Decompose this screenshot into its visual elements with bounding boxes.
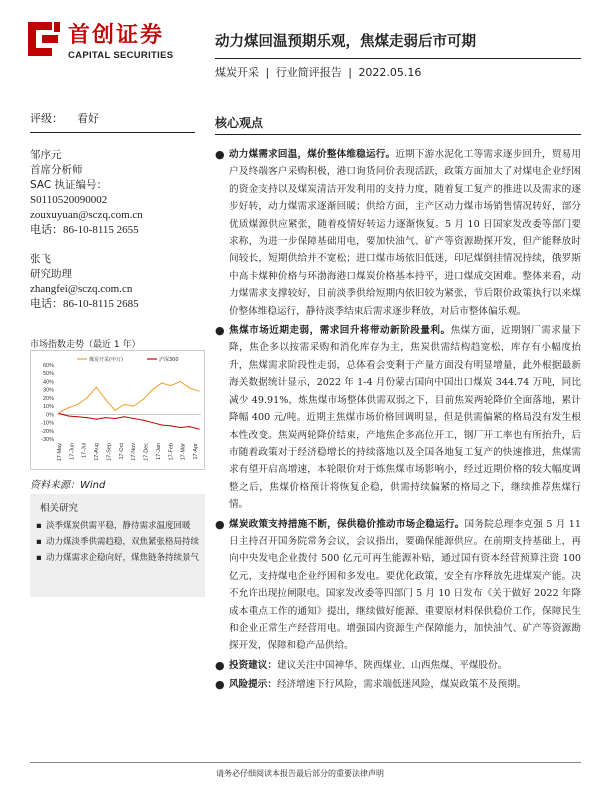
core-paragraph [215, 516, 581, 655]
analyst-role: 首席分析师 [30, 164, 83, 176]
chart-plot [31, 351, 206, 471]
bullet-icon: ● [215, 148, 225, 161]
x-tick-label: 17-Sep [106, 443, 113, 461]
data-point [124, 416, 125, 417]
x-tick-label: 17-Jan [155, 443, 162, 460]
related-research [30, 494, 205, 597]
analyst-cert-label: SAC 执证编号： [30, 179, 108, 191]
data-point [96, 419, 97, 420]
paragraph-text: 经济增速下行风险，需求端低迷风险，煤炭政策不及预期。 [276, 679, 527, 691]
bullet-icon: ● [215, 678, 225, 692]
data-point [124, 404, 125, 405]
data-point [86, 397, 87, 398]
bullet-icon: ▪ [36, 521, 42, 531]
data-point [105, 399, 106, 400]
y-tick-label: -20% [41, 428, 54, 435]
data-point [133, 418, 134, 419]
data-point [142, 399, 143, 400]
y-tick-label: 60% [42, 363, 54, 369]
report-type: 行业简评报告 [275, 66, 342, 79]
data-point [198, 429, 199, 430]
data-point [96, 387, 97, 388]
data-point [180, 381, 181, 382]
data-point [105, 417, 106, 418]
core-paragraph [215, 322, 581, 513]
y-tick-label: 30% [42, 387, 54, 394]
x-tick-label: 17-Jul [81, 443, 88, 458]
y-tick-label: 40% [42, 379, 54, 386]
data-point [170, 385, 171, 386]
analyst-role: 研究助理 [30, 268, 72, 280]
related-item[interactable] [36, 536, 199, 548]
x-tick-label: 17-Feb [168, 443, 175, 461]
left-divider [30, 132, 195, 133]
core-paragraph [215, 676, 581, 693]
related-item-text: 淡季煤炭供需平稳，静待需求温度回暖 [46, 521, 191, 531]
bullet-icon: ▪ [36, 553, 42, 563]
paragraph-lead: 风险提示： [229, 679, 277, 691]
x-tick-label: 17-Aug [94, 443, 101, 461]
x-tick-label: 17-Nov [131, 443, 138, 461]
analyst-email: zouxuyuan@sczq.com.cn [30, 209, 143, 221]
data-point [198, 391, 199, 392]
bullet-icon: ▪ [36, 537, 42, 547]
data-point [77, 404, 78, 405]
core-views-body [215, 146, 581, 696]
related-item-text: 动力煤需求企稳向好，煤焦链条持续景气 [46, 553, 200, 563]
data-point [161, 382, 162, 383]
meta-separator: | [265, 66, 270, 79]
data-point [68, 407, 69, 408]
data-point [189, 387, 190, 388]
paragraph-lead: 动力煤需求回温，煤价整体维稳运行。 [229, 149, 396, 160]
data-point [114, 410, 115, 411]
x-tick-label: 17-Apr [193, 443, 199, 460]
capital-securities-logo-icon [22, 18, 64, 60]
paragraph-text: 建议关注中国神华、陕西煤业、山西焦煤、平煤股份。 [276, 659, 508, 671]
legend-label: 沪深300 [159, 357, 179, 363]
y-tick-label: -10% [41, 420, 54, 427]
logo-english-name: CAPITAL SECURITIES [68, 50, 174, 61]
y-tick-label: -30% [41, 437, 54, 443]
core-paragraph [215, 146, 581, 320]
analyst-phone: 电话：86-10-8115 2655 [30, 224, 139, 236]
related-item[interactable] [36, 520, 199, 532]
legend-label: 煤炭开采(申万) [89, 357, 123, 363]
bullet-icon: ● [215, 517, 225, 531]
x-tick-label: 17-Dec [143, 443, 150, 461]
company-logo [22, 16, 200, 76]
data-point [189, 426, 190, 427]
data-point [114, 418, 115, 419]
bullet-icon: ● [215, 658, 225, 672]
x-tick-label: 17-Oct [118, 443, 125, 460]
series-line [59, 414, 199, 430]
data-point [170, 425, 171, 426]
core-views-title: 核心观点 [215, 116, 264, 130]
paragraph-lead: 投资建议： [229, 659, 277, 671]
data-point [86, 417, 87, 418]
data-point [142, 419, 143, 420]
chart-title: 市场指数走势（最近 1 年） [30, 340, 141, 350]
related-title: 相关研究 [40, 503, 79, 514]
data-source: 资料来源：Wind [30, 480, 106, 491]
paragraph-lead: 焦煤市场近期走弱，需求回升将带动新阶段量利。 [229, 325, 451, 337]
report-date: 2022.05.16 [358, 66, 422, 79]
data-point [180, 427, 181, 428]
header-divider [215, 58, 581, 59]
paragraph-lead: 煤炭政策支持措施不断，保供稳价推动市场企稳运行。 [229, 518, 465, 530]
report-industry: 煤炭开采 [215, 66, 259, 79]
data-point [152, 389, 153, 390]
bullet-icon: ● [215, 324, 225, 338]
core-divider [215, 134, 581, 135]
data-point [152, 422, 153, 423]
analyst-card [30, 148, 200, 238]
y-tick-label: 50% [42, 371, 54, 378]
data-point [133, 406, 134, 407]
data-point [77, 416, 78, 417]
series-line [59, 381, 199, 412]
meta-separator: | [348, 66, 352, 79]
paragraph-text: 国务院总理李克强 5 月 11 日主持召开国务院常务会议，会议指出，要确保能源供应。在前期支持基础上，再向中央发电企业拨付 500 亿元可再生能源补贴，通过国有资本经营预算注资 100 亿元，支持煤电企业纾困和多发电。要优化政策，安全有序释放先进煤炭产能。决不允许出现拉闸限电。国家发改委等四部门 5 月 10 日发布《关于做好 2022 年降成本重点工作的通知》提出，继续做好能源、重要原材料保供稳价工作，保障民生和企业正常生产经营用电。增强国内资源生产保障能力，加快油气、矿产等资源勘探开发，保障和稳产品供给。 [229, 518, 581, 652]
x-tick-label: 17-May [57, 443, 63, 462]
rating-value: 看好 [77, 112, 99, 125]
rating [30, 110, 113, 126]
paragraph-text: 近期下游水泥化工等需求逐步回升，贸易用户及终端客户采购积极，港口询货问价表现活跃，政策方面加大了对煤电企业纾困的资金支持以及煤炭清洁开发利用的支持力度，随着复工复产的推进以及需求的逐步好转，动力煤需求逐渐回暖；供给方面，主产区动力煤市场销售情况转好，部分优质煤源供应紧张，随着疫情好转运力逐渐恢复。5 月 10 日国家发改委等部门要求称，为进一步保障基础用电，要加快油气、矿产等资源勘探开发，但产能释放时间较长，短期供给并不宽松；进口煤市场依旧低迷，印尼煤倒挂情况持续，俄罗斯中高卡煤种价格与环渤海港口煤炭价格基本持平，进口煤成交困难。整体来看，动力煤需求支撑较好，目前淡季供给短期内依旧较为紧张，节后限价政策执行以来煤价整体维稳运行，静待淡季结束后需求逐步释放，对后市整体偏乐观。 [229, 149, 582, 317]
analyst-cert: S0110520090002 [30, 194, 108, 206]
data-point [58, 413, 59, 414]
related-item-text: 动力煤淡季供需趋稳，双焦紧张格局持续 [46, 537, 200, 547]
rating-label: 评级： [30, 112, 63, 125]
analyst-phone: 电话：86-10-8115 2685 [30, 298, 139, 310]
legal-disclaimer: 请务必仔细阅读本报告最后部分的重要法律声明 [216, 769, 384, 778]
analyst-email: zhangfei@sczq.com.cn [30, 283, 133, 295]
data-point [68, 415, 69, 416]
footer-divider [30, 762, 581, 763]
analyst-name: 邹序元 [30, 149, 62, 161]
data-point [161, 424, 162, 425]
core-paragraph [215, 657, 581, 674]
y-tick-label: 0% [46, 412, 54, 419]
related-item[interactable] [36, 552, 199, 564]
market-index-chart [30, 350, 205, 470]
x-tick-label: 17-Mar [180, 443, 187, 461]
y-tick-label: 10% [42, 404, 54, 411]
logo-chinese-name: 首创证券 [68, 23, 165, 48]
y-tick-label: 20% [42, 395, 54, 402]
paragraph-text: 焦煤方面，近期钢厂需求量下降，焦企多以按需采购和消化库存为主，焦炭供需结构趋宽松，库存有小幅度抬升，焦煤需求阶段性走弱，总体看会变剩于产量方面没有明显增量，此外根据最新海关数据统计显示，2022 年 1-4 月份蒙古国向中国出口煤炭 344.74 万吨，同比减少 49.91%，炼焦煤市场整体供需双弱之下，目前焦炭两轮降价全面落地，累计降幅 400 元/吨。近期主焦煤市场价格回调明显，但是供需偏紧的格局没有发生根本性改变。焦炭两轮降价结束，产地焦企多高位开工，钢厂开工率也有所抬升，后市随着政策对于经济稳增长的持续落地以及全国各地复工复产的快速推进，焦煤需求有望开启高增速，本轮限价对于炼焦煤市场影响小，经过近期价格的较大幅度调整之后，焦煤价格预计将恢复企稳，供需持续偏紧的格局之下，继续推荐焦煤行情。 [229, 325, 582, 511]
report-title: 动力煤回温预期乐观，焦煤走弱后市可期 [215, 34, 476, 50]
analyst-card [30, 252, 200, 312]
x-tick-label: 17-Jun [69, 443, 76, 460]
analyst-name: 张飞 [30, 253, 51, 265]
report-meta [215, 64, 424, 80]
